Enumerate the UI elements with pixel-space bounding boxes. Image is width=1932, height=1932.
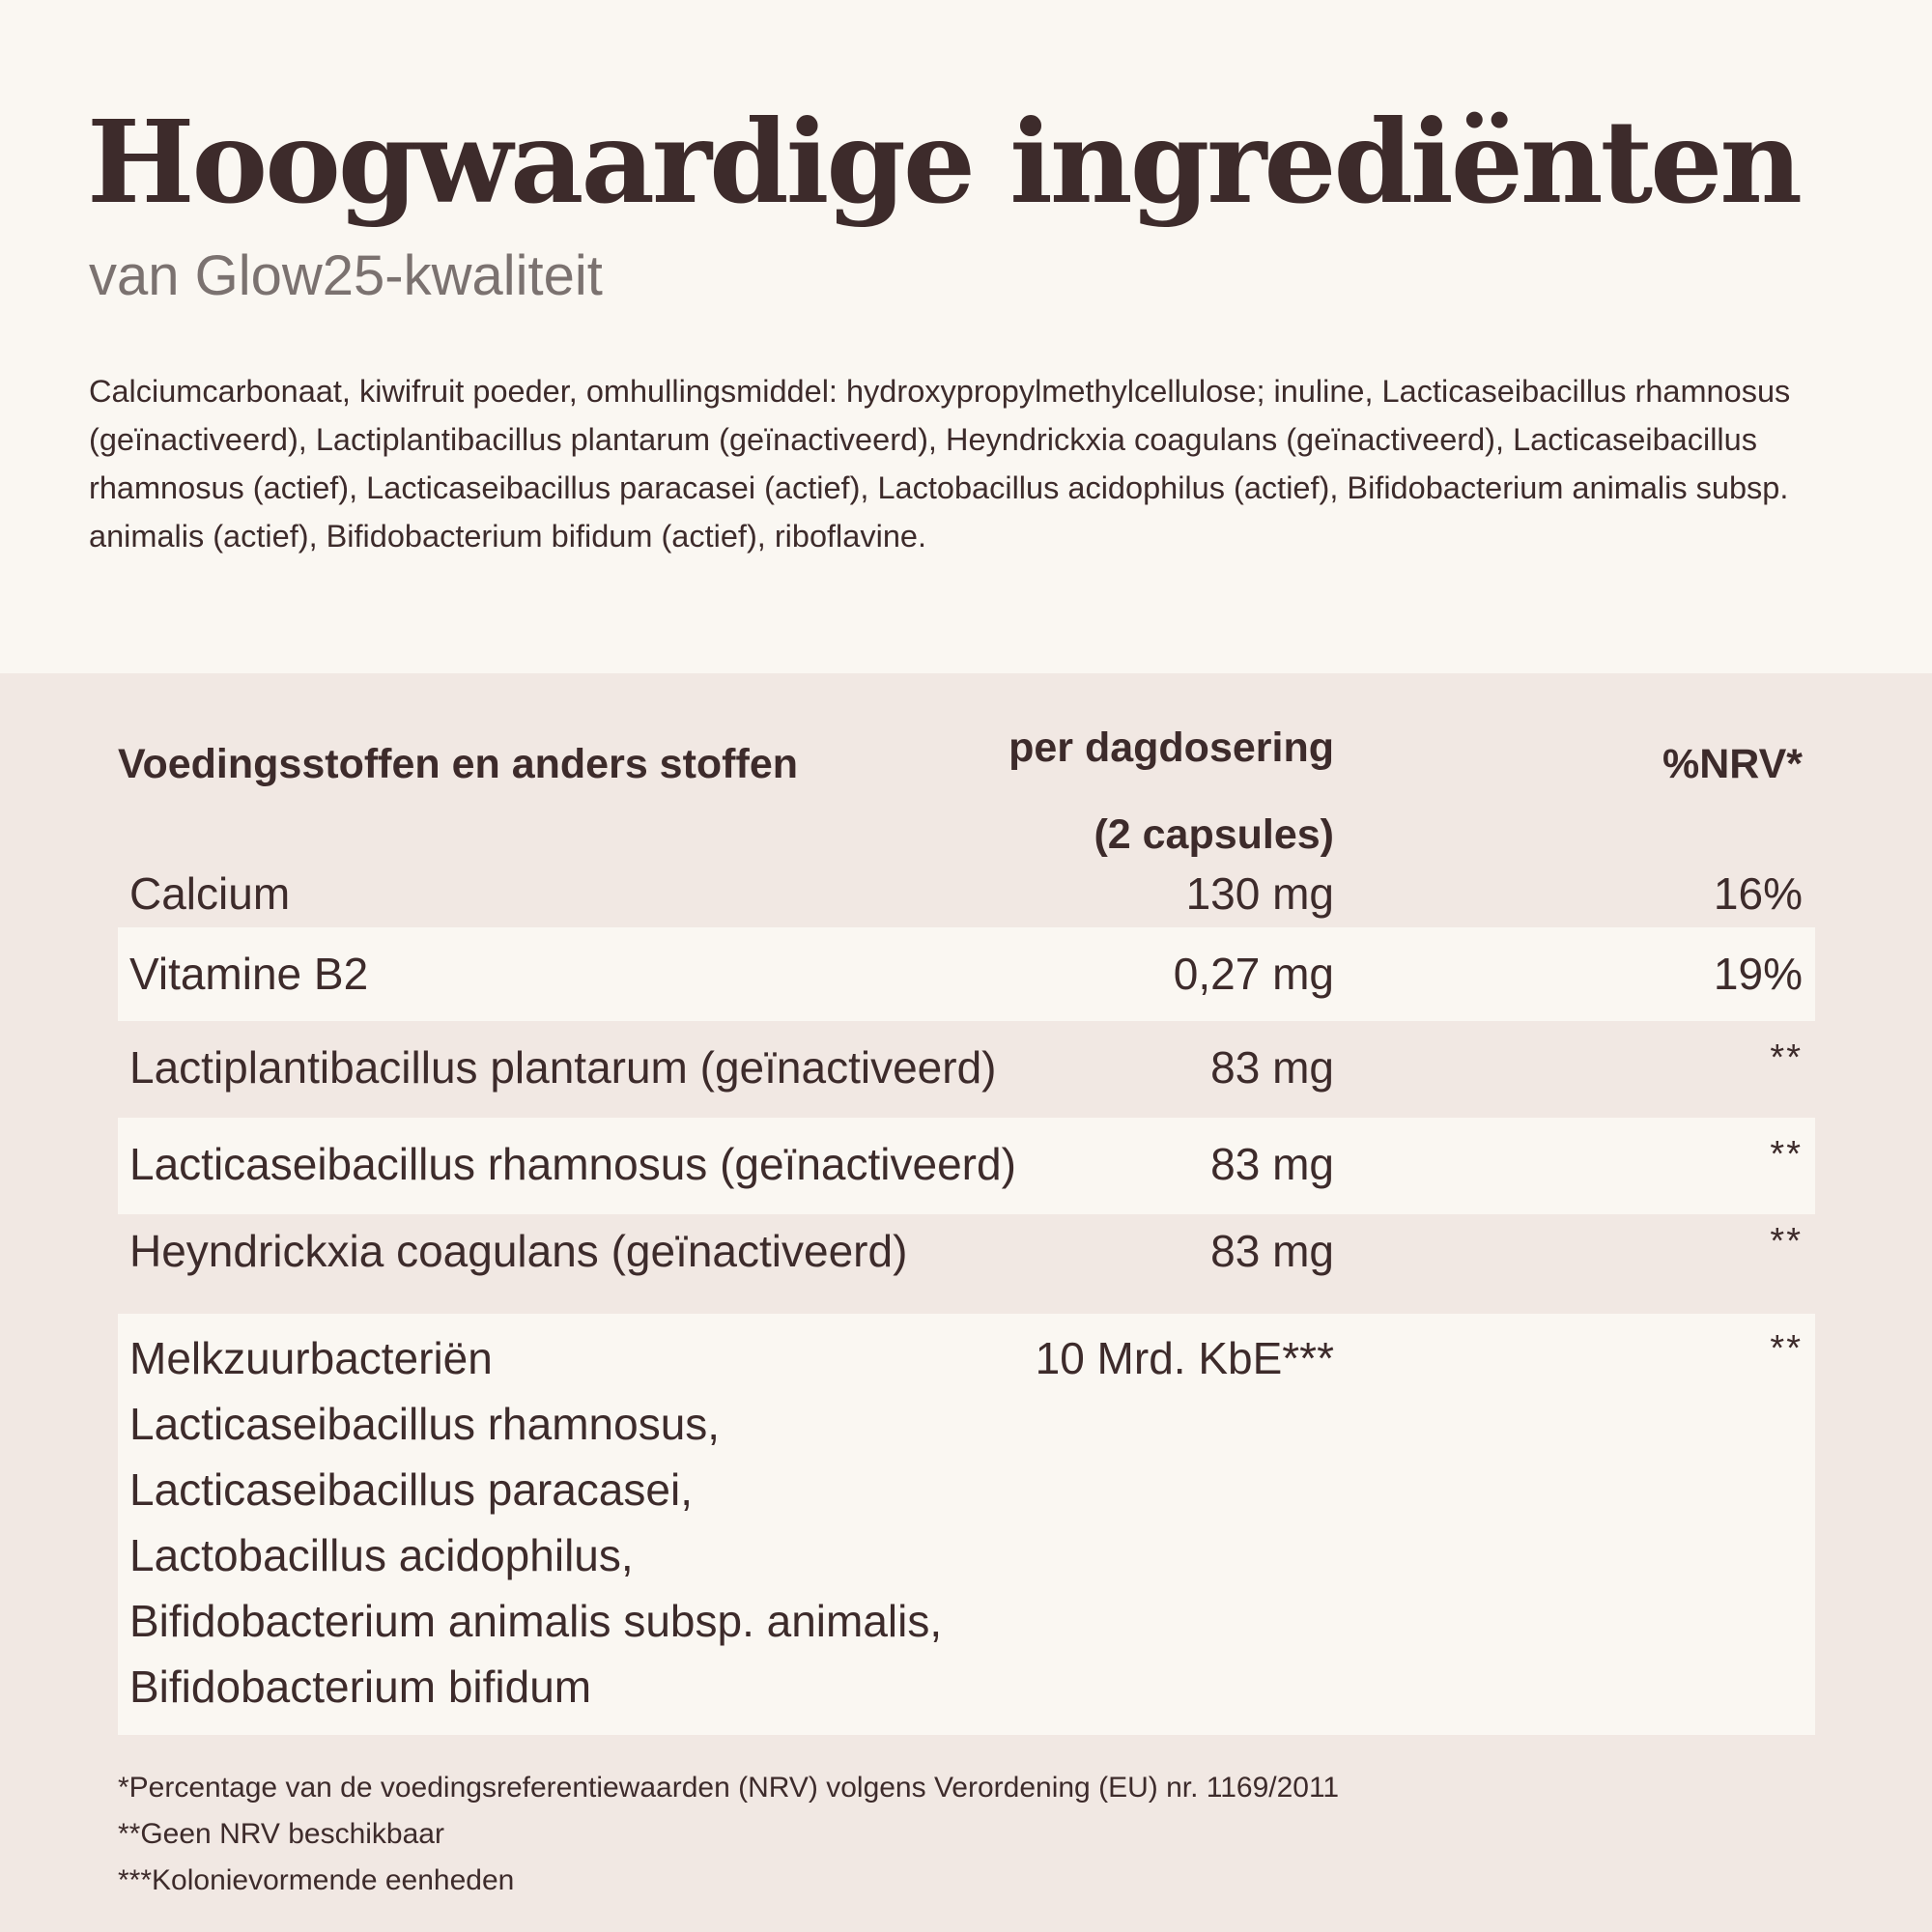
row-nrv: 19% [1713,949,1803,999]
row-nutrient-name-line: Lacticaseibacillus rhamnosus, [129,1399,721,1449]
row-nutrient-name-list [129,1325,942,1719]
footnote-no-nrv: **Geen NRV beschikbaar [118,1818,444,1850]
footnotes [118,1765,1339,1904]
row-nutrient-name: Heyndrickxia coagulans (geïnactiveerd) [129,1226,908,1276]
table-row [118,1021,1815,1118]
ingredients-list: Calciumcarbonaat, kiwifruit poeder, omhullingsmiddel: hydroxypropylmethylcellulose; inuline, Lacticaseibacillus rhamnosus (geïnactiveerd), Lactiplantibacillus plantarum (geïnactiveerd), Heyndrickxia coagulans (geïnactiveerd), Lacticaseibacillus rhamnosus (actief), Lacticaseibacillus paracasei (actief), Lactobacillus acidophilus (actief), Bifidobacterium animalis subsp. animalis (actief), Bifidobacterium bifidum (actief), riboflavine. [89,374,1791,554]
column-header-nutrients: Voedingsstoffen en anders stoffen [118,741,798,787]
nutrition-table-section [0,673,1932,1932]
row-nutrient-name-line: Lactobacillus acidophilus, [129,1530,634,1580]
row-nutrient-name: Vitamine B2 [129,949,369,999]
row-dose: 83 mg [1210,1139,1334,1189]
row-nutrient-name-line: Bifidobacterium animalis subsp. animalis, [129,1596,943,1646]
row-nrv: ** [1770,1134,1803,1175]
row-nutrient-name: Calcium [129,868,291,919]
column-header-nrv: %NRV* [1662,741,1803,787]
row-dose: 83 mg [1210,1226,1334,1276]
row-nutrient-name: Lacticaseibacillus rhamnosus (geïnactiveerd) [129,1139,1016,1189]
footnote-cfu: ***Kolonievormende eenheden [118,1864,515,1896]
row-nrv: ** [1770,1328,1803,1369]
column-header-daily-dose-line2: (2 capsules) [1094,811,1334,858]
footnote-nrv: *Percentage van de voedingsreferentiewaarden (NRV) volgens Verordening (EU) nr. 1169/2011 [118,1772,1340,1804]
page-subtitle: van Glow25-kwaliteit [89,244,603,307]
column-header-daily-dose-line1: per dagdosering [1009,724,1334,771]
table-row [118,1214,1815,1311]
row-nutrient-name-line: Melkzuurbacteriën [129,1333,493,1383]
row-dose: 0,27 mg [1173,949,1334,999]
row-nrv: ** [1770,1037,1803,1078]
row-dose: 130 mg [1185,868,1334,919]
row-nutrient-name: Lactiplantibacillus plantarum (geïnactiveerd) [129,1042,997,1093]
row-nrv: 16% [1713,868,1803,919]
row-dose: 10 Mrd. KbE*** [1035,1333,1334,1383]
row-nrv: ** [1770,1221,1803,1262]
row-nutrient-name-line: Lacticaseibacillus paracasei, [129,1464,693,1515]
header-section [0,0,1932,673]
table-row [118,927,1815,1021]
table-row [118,1314,1815,1735]
table-row [118,1118,1815,1214]
row-nutrient-name-line: Bifidobacterium bifidum [129,1662,592,1712]
row-dose: 83 mg [1210,1042,1334,1093]
page-title: Hoogwaardige ingrediënten [87,95,1801,229]
